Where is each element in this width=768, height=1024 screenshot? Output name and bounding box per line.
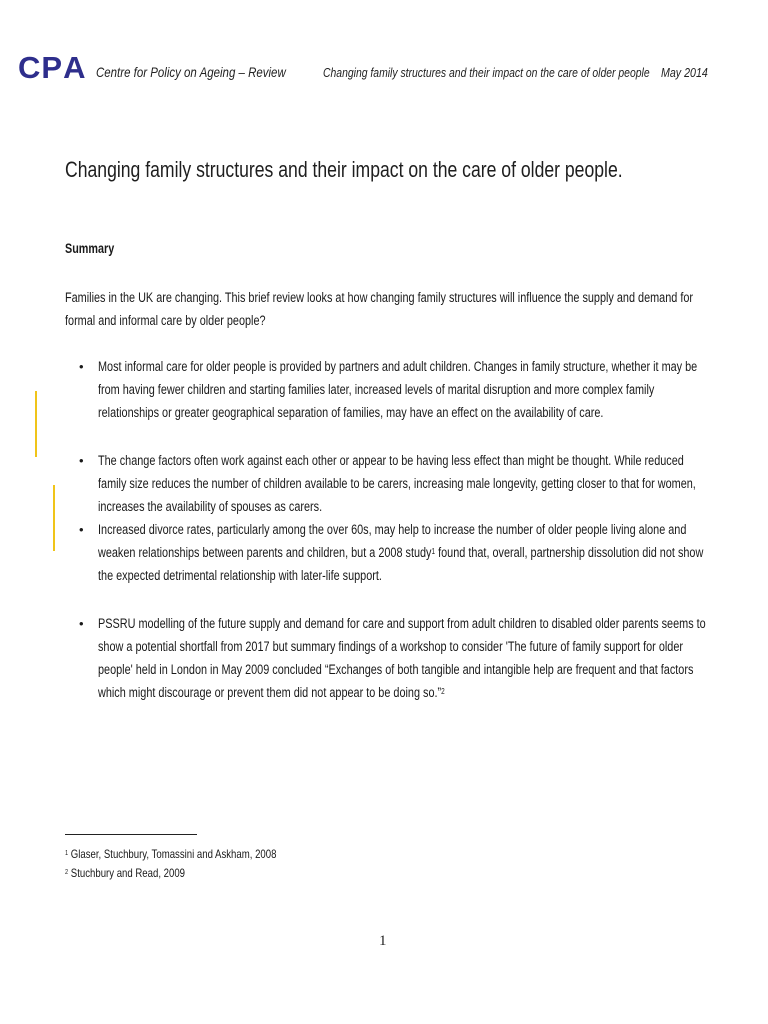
logo-bar — [35, 391, 37, 457]
bullet-text: Most informal care for older people is provided by partners and adult children. Changes in family structure, whether it may be from having fewer children and starting families later, increased levels of marital disruption and more complex family relationships or greater geographical separation of families, may have an effect on the availability of care. — [98, 359, 698, 420]
bullet-glyph: • — [79, 616, 84, 631]
page-header — [0, 0, 768, 110]
bullet-text — [98, 612, 706, 704]
logo-letters — [18, 51, 85, 85]
bullet-glyph: • — [79, 359, 84, 374]
bullet-glyph: • — [79, 522, 84, 537]
bullet-text-part: Increased divorce rates, particularly among the over 60s, may help to increase the number of older people living alone and weaken relationships between parents and children, but a 2008 study — [98, 522, 687, 560]
logo-letter-p: P — [41, 50, 63, 85]
header-organization: Centre for Policy on Ageing – Review — [96, 64, 286, 80]
footnote-text: Glaser, Stuchbury, Tomassini and Askham, 2008 — [70, 847, 277, 861]
footnote-ref-2[interactable]: 2 — [441, 687, 445, 696]
page-number: 1 — [379, 933, 387, 949]
header-date: May 2014 — [661, 65, 708, 80]
footnote-marker: 2 — [65, 869, 69, 876]
cpa-logo — [18, 36, 86, 102]
footnotes — [65, 845, 329, 883]
document-title: Changing family structures and their impact on the care of older people. — [65, 157, 623, 182]
footnote-1 — [65, 845, 276, 864]
bullet-glyph: • — [79, 453, 84, 468]
logo-letter-c: C — [18, 50, 41, 85]
logo-bar — [53, 485, 55, 551]
bullet-text: The change factors often work against each other or appear to be having less effect than might be thought. While reduced family size reduces the number of children available to be carers, increasing male longevity, getting closer to that for women, increases the availability of spouses as carers. — [98, 453, 696, 514]
footnote-separator — [65, 834, 197, 835]
bullet-text-part: PSSRU modelling of the future supply and demand for care and support from adult children to disabled older parents seems to show a potential shortfall from 2017 but summary findings of a workshop to consider 'The future of family support for older people' held in London in May 2009 concluded “Exchanges of both tangible and intangible help are frequent and that factors which might discourage or prevent them did not appear to be doing so.” — [98, 616, 706, 700]
footnote-marker: 1 — [65, 850, 69, 857]
footnote-2 — [65, 864, 276, 883]
summary-heading: Summary — [65, 241, 115, 256]
intro-paragraph: Families in the UK are changing. This brief review looks at how changing family structures will influence the supply and demand for formal and informal care by older people? — [65, 290, 694, 328]
footnote-text: Stuchbury and Read, 2009 — [70, 866, 186, 880]
header-running-title: Changing family structures and their impact on the care of older people — [323, 65, 650, 80]
footnote-ref-1[interactable]: 1 — [431, 547, 436, 556]
bullet-text — [98, 518, 706, 587]
logo-letter-a: A — [63, 50, 86, 85]
bullet-text-part: found that, overall, partnership dissolution did not show the expected detrimental relationship with later-life support. — [98, 545, 704, 583]
